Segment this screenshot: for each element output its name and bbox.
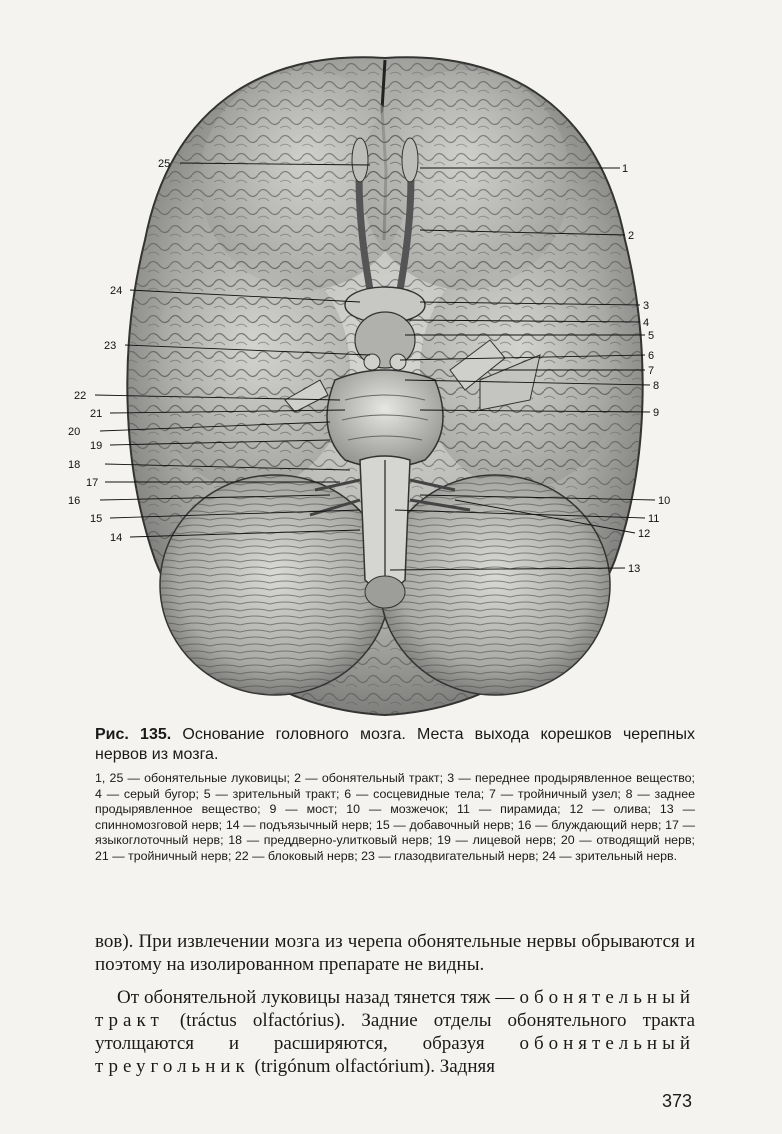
label-25: 25 bbox=[158, 158, 171, 170]
label-4: 4 bbox=[643, 317, 650, 329]
term-olfactory-tract: обонятельный тракт bbox=[95, 987, 695, 1031]
brain-drawing bbox=[60, 40, 710, 730]
label-24: 24 bbox=[110, 285, 123, 297]
paragraph-2-part-b: (tráctus olfactórius). Задние отделы обонятельного тракта утолщаются и расширяются, образуя bbox=[95, 1010, 695, 1054]
label-21: 21 bbox=[90, 408, 103, 420]
label-23: 23 bbox=[104, 340, 117, 352]
label-16: 16 bbox=[68, 495, 81, 507]
label-12: 12 bbox=[638, 528, 651, 540]
caption-title-text: Основание головного мозга. Места выхода корешков черепных нервов из мозга. bbox=[95, 726, 696, 763]
page-number: 373 bbox=[661, 1091, 692, 1111]
body-text bbox=[95, 930, 695, 1078]
label-19: 19 bbox=[90, 440, 103, 452]
label-20: 20 bbox=[68, 426, 81, 438]
label-8: 8 bbox=[653, 380, 660, 392]
label-10: 10 bbox=[658, 495, 671, 507]
paragraph-2 bbox=[95, 986, 695, 1078]
label-7: 7 bbox=[648, 365, 655, 377]
pons bbox=[327, 370, 443, 468]
label-6: 6 bbox=[648, 350, 655, 362]
label-13: 13 bbox=[628, 563, 641, 575]
label-22: 22 bbox=[74, 390, 87, 402]
label-15: 15 bbox=[90, 513, 103, 525]
paragraph-2-part-a: От обонятельной луковицы назад тянется тяж — bbox=[117, 987, 520, 1008]
term-olfactory-trigone: обонятельный треугольник bbox=[95, 1033, 695, 1077]
label-1: 1 bbox=[622, 163, 629, 175]
figure-caption bbox=[95, 725, 695, 865]
label-2: 2 bbox=[628, 230, 635, 242]
caption-legend: 1, 25 — обонятельные луковицы; 2 — обонятельный тракт; 3 — переднее продырявленное вещество; 4 — серый бугор; 5 — зрительный тракт; 6 — сосцевидные тела; 7 — тройничный узел; 8 — заднее продырявленное вещество; 9 — мост; 10 — мозжечок; 11 — пирамида; 12 — олива; 13 — спинномозговой нерв; 14 — подъязычный нерв; 15 — добавочный нерв; 16 — блуждающий нерв; 17 — языкоглоточный нерв; 18 — преддверно-улитковый нерв; 19 — лицевой нерв; 20 — отводящий нерв; 21 — тройничный нерв; 22 — блоковый нерв; 23 — глазодвигательный нерв; 24 — зрительный нерв. bbox=[95, 771, 695, 863]
paragraph-1: вов). При извлечении мозга из черепа обонятельные нервы обрываются и поэтому на изолированном препарате не видны. bbox=[95, 931, 695, 975]
figure-number: Рис. 135. bbox=[95, 726, 172, 743]
label-14: 14 bbox=[110, 532, 123, 544]
brain-base-illustration bbox=[60, 40, 710, 730]
paragraph-2-part-c: (trigónum olfactórium). Задняя bbox=[249, 1056, 495, 1077]
label-5: 5 bbox=[648, 330, 655, 342]
caption-title bbox=[95, 725, 695, 765]
label-18: 18 bbox=[68, 459, 81, 471]
label-9: 9 bbox=[653, 407, 660, 419]
label-3: 3 bbox=[643, 300, 650, 312]
label-11: 11 bbox=[648, 513, 660, 525]
label-17: 17 bbox=[86, 477, 99, 489]
